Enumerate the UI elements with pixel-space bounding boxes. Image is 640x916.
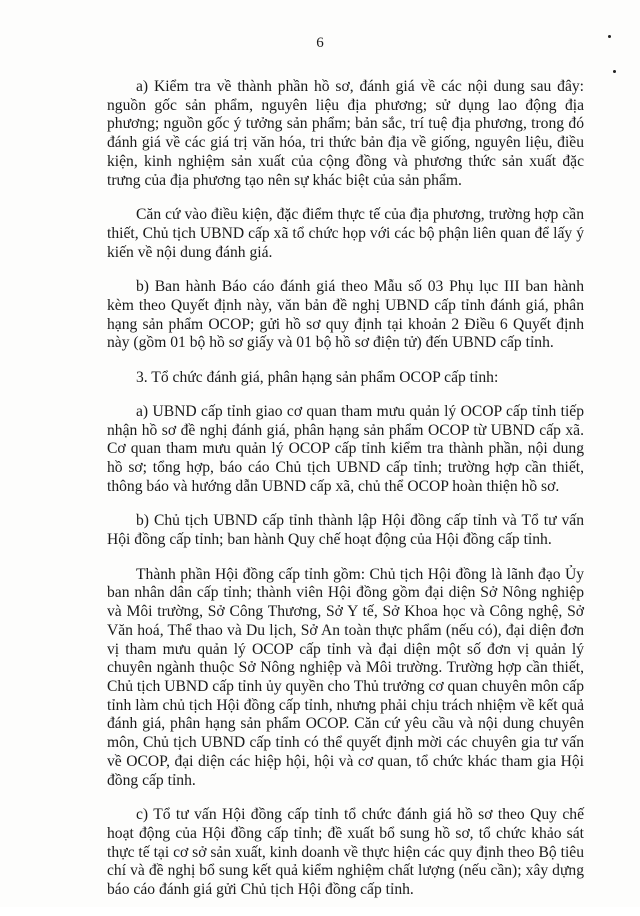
paragraph-3b: b) Chủ tịch UBND cấp tỉnh thành lập Hội đồng cấp tỉnh và Tổ tư vấn Hội đồng cấp tỉnh; ban hành Quy chế hoạt động của Hội đồng cấp tỉnh. [107, 512, 584, 549]
page-number: 6 [316, 35, 324, 51]
document-body [107, 78, 584, 916]
paragraph-2a: a) Kiểm tra về thành phần hồ sơ, đánh giá về các nội dung sau đây: nguồn gốc sản phẩm, nguyên liệu địa phương; sử dụng lao động địa phương; nguồn gốc ý tưởng sản phẩm; bản sắc, trí tuệ địa phương, trong đó đánh giá về các giá trị văn hóa, tri thức bản địa về giống, nguyên liệu, điều kiện, kinh nghiệm sản xuất của cộng đồng và phương thức sản xuất đặc trưng của địa phương tạo nên sự khác biệt của sản phẩm. [107, 78, 584, 189]
paragraph-3c: c) Tổ tư vấn Hội đồng cấp tỉnh tổ chức đánh giá hồ sơ theo Quy chế hoạt động của Hội đồng cấp tỉnh; đề xuất bổ sung hồ sơ, tổ chức khảo sát thực tế tại cơ sở sản xuất, kinh doanh về thực hiện các quy định theo Bộ tiêu chí và đề nghị bổ sung kết quả kiểm nghiệm chất lượng (nếu cần); xây dựng báo cáo đánh giá gửi Chủ tịch Hội đồng cấp tỉnh. [107, 806, 584, 899]
paragraph-council-composition: Thành phần Hội đồng cấp tỉnh gồm: Chủ tịch Hội đồng là lãnh đạo Ủy ban nhân dân cấp tỉnh; thành viên Hội đồng gồm đại diện Sở Nông nghiệp và Môi trường, Sở Công Thương, Sở Y tế, Sở Khoa học và Công nghệ, Sở Văn hoá, Thể thao và Du lịch, Sở An toàn thực phẩm (nếu có), đại diện đơn vị tham mưu quản lý OCOP cấp tỉnh và đại diện một số đơn vị quản lý chuyên ngành thuộc Sở Nông nghiệp và Môi trường. Trường hợp cần thiết, Chủ tịch UBND cấp tỉnh ủy quyền cho Thủ trưởng cơ quan chuyên môn cấp tỉnh làm chủ tịch Hội đồng cấp tỉnh, nhưng phải chịu trách nhiệm về kết quả đánh giá, phân hạng sản phẩm OCOP. Căn cứ yêu cầu và nội dung chuyên môn, Chủ tịch UBND cấp tỉnh có thể quyết định mời các chuyên gia tư vấn về OCOP, đại diện các hiệp hội, hội và cơ quan, tổ chức khác tham gia Hội đồng cấp tỉnh. [107, 565, 584, 789]
scan-speck [613, 70, 616, 73]
paragraph-commune-meeting: Căn cứ vào điều kiện, đặc điểm thực tế của địa phương, trường hợp cần thiết, Chủ tịch UBND cấp xã tổ chức họp với các bộ phận liên quan để lấy ý kiến về nội dung đánh giá. [107, 206, 584, 261]
section-heading-3: 3. Tổ chức đánh giá, phân hạng sản phẩm OCOP cấp tỉnh: [136, 369, 499, 387]
paragraph-3a: a) UBND cấp tỉnh giao cơ quan tham mưu quản lý OCOP cấp tỉnh tiếp nhận hồ sơ đề nghị đánh giá, phân hạng sản phẩm OCOP từ UBND cấp xã. Cơ quan tham mưu quản lý OCOP cấp tỉnh kiểm tra thành phần, nội dung hồ sơ; tổng hợp, báo cáo Chủ tịch UBND cấp tỉnh; trường hợp cần thiết, thông báo và hướng dẫn UBND cấp xã, chủ thể OCOP hoàn thiện hồ sơ. [107, 402, 584, 495]
paragraph-2b: b) Ban hành Báo cáo đánh giá theo Mẫu số 03 Phụ lục III ban hành kèm theo Quyết định này, văn bản đề nghị UBND cấp tỉnh đánh giá, phân hạng sản phẩm OCOP; gửi hồ sơ quy định tại khoản 2 Điều 6 Quyết định này (gồm 01 bộ hồ sơ giấy và 01 bộ hồ sơ điện tử) đến UBND cấp tỉnh. [107, 278, 584, 352]
scan-speck [608, 35, 611, 38]
